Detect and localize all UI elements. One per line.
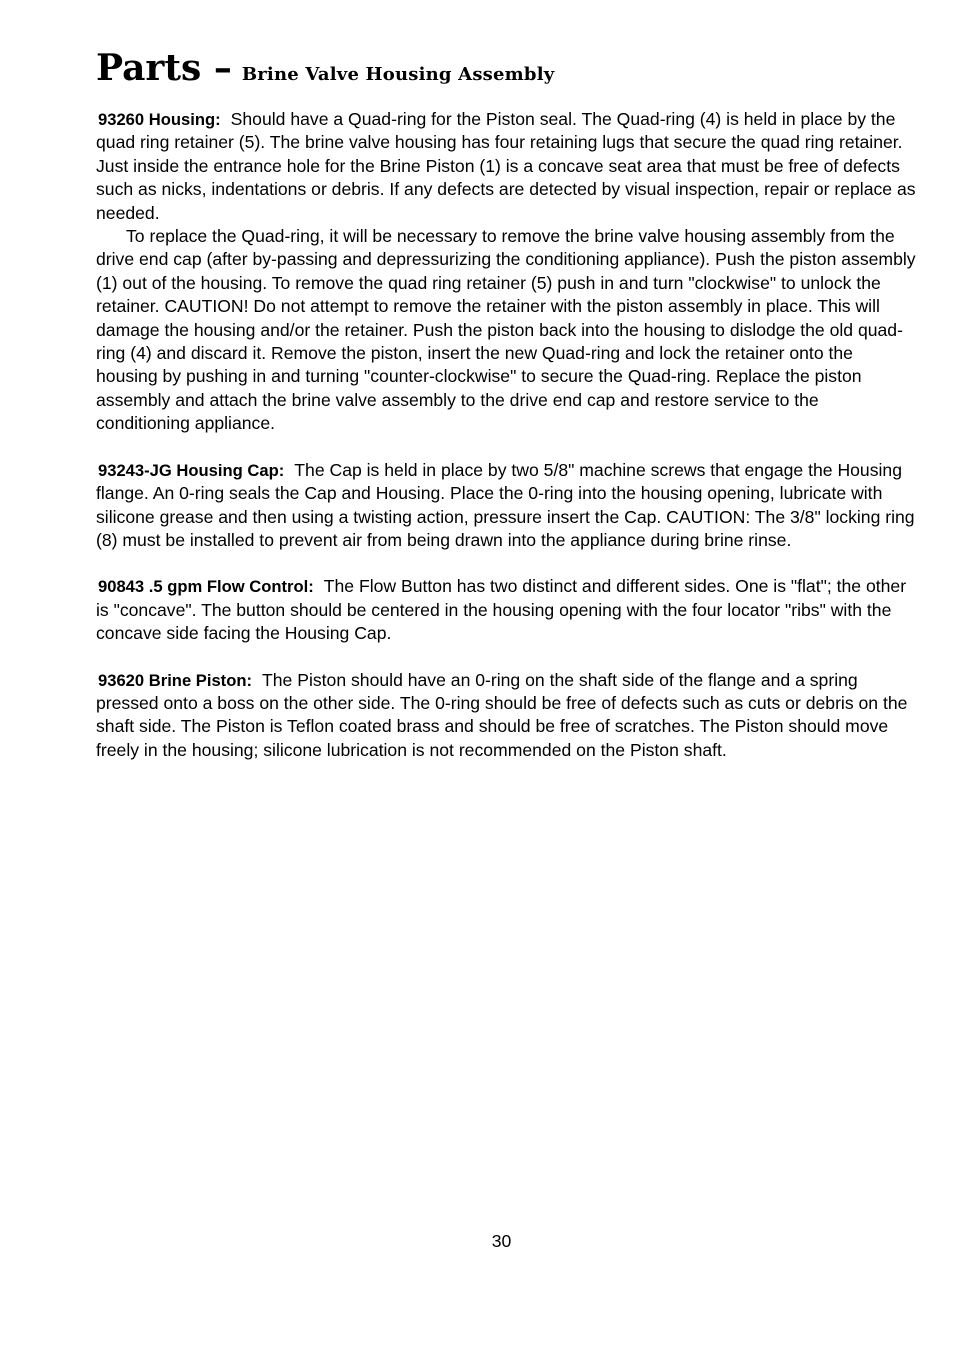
paragraph-text: Should have a Quad-ring for the Piston seal. The Quad-ring (4) is held in place by the quad ring retainer (5). The brine valve housing has four retaining lugs that secure the quad ring retainer. Just inside the entrance hole for the Brine Piston (1) is a concave seat area that must be free of defects such as nicks, indentations or debris. If any defects are detected by visual inspection, repair or replace as needed.	[96, 109, 916, 223]
title-main: Parts –	[96, 47, 232, 89]
section-paragraph	[96, 108, 916, 225]
paragraph-text: The Flow Button has two distinct and different sides. One is "flat"; the other is "concave". The button should be centered in the housing opening with the four locator "ribs" with the concave side facing the Housing Cap.	[96, 576, 907, 644]
section-paragraph	[96, 669, 916, 763]
page-number: 30	[491, 1231, 512, 1251]
page-title	[96, 47, 916, 89]
document-page	[96, 47, 916, 785]
section-paragraph	[96, 575, 916, 645]
paragraph-text: The Piston should have an 0-ring on the shaft side of the flange and a spring pressed onto a boss on the other side. The 0-ring should be free of defects such as cuts or debris on the shaft side. The Piston is Teflon coated brass and should be free of scratches. The Piston should move freely in the housing; silicone lubrication is not recommended on the Piston shaft.	[96, 669, 908, 760]
paragraph-text: The Cap is held in place by two 5/8" machine screws that engage the Housing flange. An 0-ring seals the Cap and Housing. Place the 0-ring into the housing opening, lubricate with silicone grease and then using a twisting action, pressure insert the Cap. CAUTION: The 3/8" locking ring (8) must be installed to prevent air from being drawn into the appliance during brine rinse.	[96, 459, 915, 550]
part-label: 90843 .5 gpm Flow Control:	[98, 577, 314, 597]
section-housing-cap	[96, 459, 916, 553]
section-brine-piston	[96, 669, 916, 763]
section-paragraph	[96, 459, 916, 553]
part-label: 93243-JG Housing Cap:	[98, 460, 285, 480]
section-flow-control	[96, 575, 916, 645]
section-paragraph: To replace the Quad-ring, it will be necessary to remove the brine valve housing assembly from the drive end cap (after by-passing and depressurizing the conditioning appliance). Push the piston assembly (1) out of the housing. To remove the quad ring retainer (5) push in and turn "clockwise" to unlock the retainer. CAUTION! Do not attempt to remove the retainer with the piston assembly in place. This will damage the housing and/or the retainer. Push the piston back into the housing to dislodge the old quad-ring (4) and discard it. Remove the piston, insert the new Quad-ring and lock the retainer onto the housing by pushing in and turning "counter-clockwise" to secure the Quad-ring. Replace the piston assembly and attach the brine valve assembly to the drive end cap and restore service to the conditioning appliance.	[96, 226, 916, 434]
part-label: 93260 Housing:	[98, 110, 221, 129]
title-subtitle: Brine Valve Housing Assembly	[241, 64, 555, 85]
part-label: 93620 Brine Piston:	[98, 670, 253, 690]
section-housing	[96, 108, 916, 436]
